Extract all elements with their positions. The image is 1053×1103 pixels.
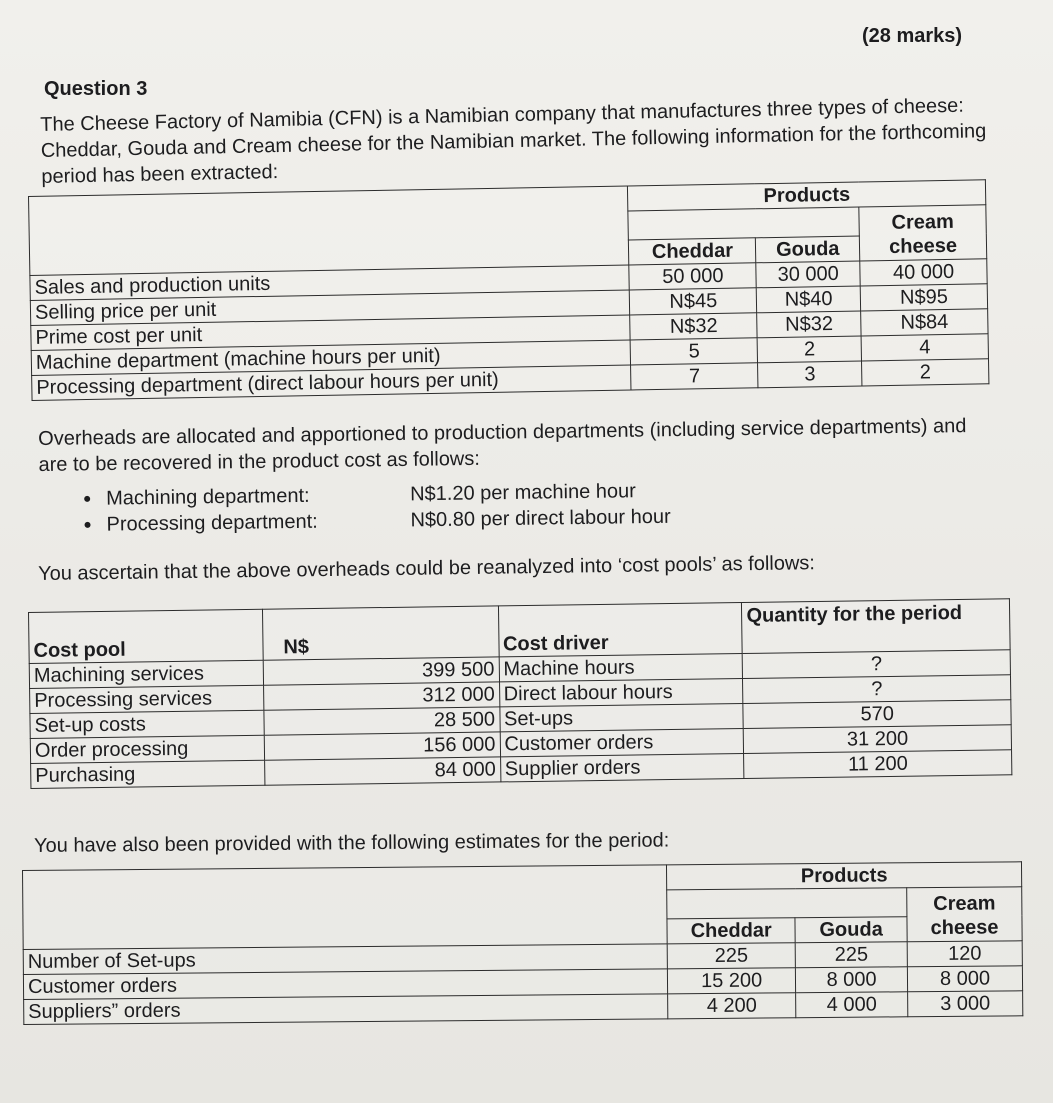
- cell-value: 8 000: [907, 965, 1022, 991]
- cost-pool-quantity: 570: [743, 700, 1011, 729]
- cost-pool-quantity: ?: [743, 675, 1011, 704]
- table-corner: [29, 186, 630, 275]
- header-cost-driver: Cost driver: [498, 603, 743, 657]
- cell-value: N$95: [860, 283, 987, 310]
- cell-value: 30 000: [756, 260, 860, 287]
- column-header-gouda: Gouda: [795, 916, 907, 942]
- cost-pool-intro: You ascertain that the above overheads could be reanalyzed into ‘cost pools’ as follows:: [38, 552, 816, 585]
- cost-pool-driver: Set-ups: [499, 704, 743, 732]
- cell-value: 4 000: [796, 991, 908, 1017]
- cost-pool-amount: 399 500: [263, 657, 499, 685]
- cost-pool-name: Machining services: [29, 660, 263, 688]
- intro-paragraph: The Cheese Factory of Namibia (CFN) is a Namibian company that manufactures three types of cheese: Cheddar, Gouda and Cream cheese for the Namibian market. The following information for the forthcoming period has been extracted:: [40, 94, 987, 188]
- cell-value: 225: [667, 942, 795, 968]
- cost-pool-quantity: ?: [743, 650, 1011, 679]
- cost-pool-driver: Supplier orders: [500, 754, 744, 782]
- overhead-rates-list: [78, 476, 779, 538]
- cost-pool-driver: Direct labour hours: [499, 679, 743, 707]
- cell-value: N$40: [757, 285, 861, 312]
- bullet-label: Processing department:: [106, 510, 318, 536]
- column-header-cream-line1: Cream: [859, 205, 986, 236]
- cell-value: 120: [907, 940, 1022, 966]
- cell-value: N$45: [630, 287, 757, 314]
- cost-pool-name: Purchasing: [31, 760, 265, 788]
- cost-pool-amount: 312 000: [263, 682, 499, 710]
- cost-pool-quantity: 11 200: [744, 750, 1012, 779]
- header-cost-pool: Cost pool: [29, 609, 264, 663]
- column-header-gouda: Gouda: [756, 235, 860, 262]
- cell-value: N$84: [861, 308, 988, 335]
- product-info-table: [28, 179, 989, 400]
- empty-header-cell: [628, 207, 859, 240]
- row-label: Prime cost per unit: [31, 315, 631, 350]
- cost-pool-driver: Customer orders: [500, 729, 744, 757]
- estimates-table: [22, 861, 1023, 1024]
- cell-value: 3: [758, 360, 862, 387]
- question-title: Question 3: [44, 78, 148, 100]
- cell-value: 225: [795, 941, 907, 967]
- table-corner: [23, 865, 668, 949]
- overheads-paragraph: Overheads are allocated and apportioned to production departments (including service departments) and are to be recovered in the product cost as follows:: [38, 415, 967, 476]
- products-header: Products: [628, 180, 986, 211]
- bullet-label: Machining department:: [106, 484, 310, 510]
- cost-pool-amount: 156 000: [264, 732, 500, 760]
- cell-value: 2: [757, 335, 861, 362]
- header-quantity: Quantity for the period: [742, 599, 1010, 654]
- cost-pool-name: Order processing: [30, 735, 264, 763]
- cost-pool-table: [28, 598, 1012, 789]
- bullet-icon: [84, 496, 90, 502]
- estimates-intro: You have also been provided with the following estimates for the period:: [34, 829, 670, 857]
- cell-value: 8 000: [795, 966, 907, 992]
- row-label: Customer orders: [23, 968, 667, 999]
- bullet-value: N$1.20 per machine hour: [409, 480, 636, 506]
- row-label: Number of Set-ups: [23, 943, 667, 974]
- products-header: Products: [667, 862, 1022, 890]
- cell-value: 40 000: [860, 258, 987, 285]
- cost-pool-amount: 84 000: [264, 757, 500, 785]
- cost-pool-name: Processing services: [30, 685, 264, 713]
- empty-header-cell: [667, 888, 907, 919]
- cell-value: 4 200: [668, 992, 796, 1018]
- bullet-icon: [85, 522, 91, 528]
- marks-label: (28 marks): [862, 25, 963, 47]
- cell-value: 50 000: [629, 262, 756, 289]
- column-header-cheddar: Cheddar: [667, 917, 795, 943]
- cost-pool-name: Set-up costs: [30, 710, 264, 738]
- row-label: Processing department (direct labour hours per unit): [32, 365, 632, 400]
- cost-pool-amount: 28 500: [264, 707, 500, 735]
- cell-value: 2: [862, 358, 989, 385]
- cost-pool-driver: Machine hours: [499, 654, 743, 682]
- cell-value: 15 200: [668, 967, 796, 993]
- cost-pool-quantity: 31 200: [744, 725, 1012, 754]
- row-label: Suppliers” orders: [24, 993, 668, 1024]
- row-label: Machine department (machine hours per unit): [31, 340, 631, 375]
- cell-value: N$32: [630, 312, 757, 339]
- cell-value: N$32: [757, 310, 861, 337]
- cell-value: 3 000: [908, 990, 1023, 1016]
- column-header-cream-line1: Cream: [907, 887, 1022, 917]
- cell-value: 7: [631, 362, 758, 389]
- column-header-cream-line2: cheese: [907, 915, 1022, 941]
- bullet-value: N$0.80 per direct labour hour: [410, 505, 671, 532]
- cell-value: 4: [861, 333, 988, 360]
- header-amount: N$: [262, 606, 498, 660]
- row-label: Selling price per unit: [30, 290, 630, 325]
- cell-value: 5: [631, 337, 758, 364]
- column-header-cream-line2: cheese: [859, 233, 986, 260]
- row-label: Sales and production units: [30, 265, 630, 300]
- column-header-cheddar: Cheddar: [629, 237, 756, 264]
